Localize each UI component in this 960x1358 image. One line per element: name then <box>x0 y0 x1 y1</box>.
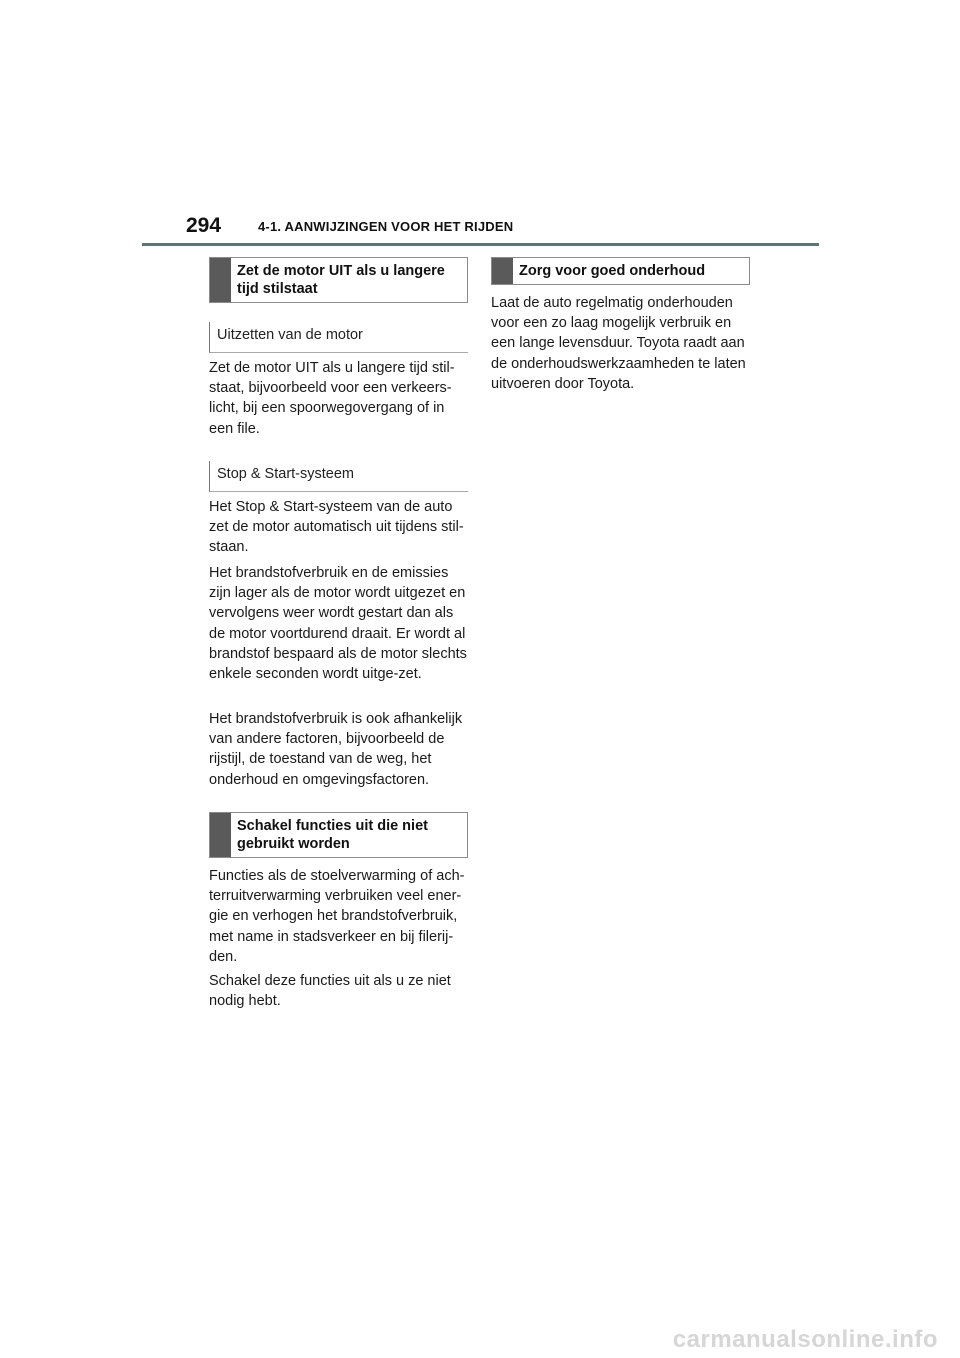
paragraph: Schakel deze functies uit als u ze niet nodig hebt. <box>209 973 451 1010</box>
heading-motor-uit <box>209 257 468 303</box>
paragraph: Functies als de stoelverwarming of ach-terruitverwarming verbruiken veel ener-gie en verhogen het brandstofverbruik, met name in stadsverkeer en bij filerij-den. <box>209 868 465 965</box>
heading-text: Zet de motor UIT als u langere tijd stilstaat <box>237 263 445 297</box>
subheading-uitzetten: Uitzetten van de motor <box>209 322 468 353</box>
paragraph: Het Stop & Start-systeem van de auto zet de motor automatisch uit tijdens stil-staan. <box>209 499 464 556</box>
heading-bar <box>210 813 231 857</box>
subheading-stop-start: Stop & Start-systeem <box>209 461 468 492</box>
section-title: 4-1. AANWIJZINGEN VOOR HET RIJDEN <box>258 219 514 234</box>
paragraph: Het brandstofverbruik is ook afhankelijk van andere factoren, bijvoorbeeld de rijstijl, de toestand van de weg, het onderhoud en omgevingsfactoren. <box>209 711 463 788</box>
heading-schakel-functies <box>209 812 468 858</box>
heading-text: Schakel functies uit die niet gebruikt worden <box>237 818 428 852</box>
watermark: carmanualsonline.info <box>672 1326 938 1353</box>
heading-text: Zorg voor goed onderhoud <box>519 263 706 279</box>
heading-bar <box>492 258 513 284</box>
paragraph: Het brandstofverbruik en de emissies zijn lager als de motor wordt uitgezet en vervolgens weer wordt gestart dan als de motor voortdurend draait. Er wordt al brandstof bespaard als de motor slechts enkele seconden wordt uitge-zet. <box>209 565 467 683</box>
header-rule <box>142 243 819 246</box>
heading-onderhoud <box>491 257 750 285</box>
paragraph: Zet de motor UIT als u langere tijd stil-staat, bijvoorbeeld voor een verkeers-licht, bij een spoorwegovergang of in een file. <box>209 360 455 437</box>
paragraph: Laat de auto regelmatig onderhouden voor een zo laag mogelijk verbruik en een lange levensduur. Toyota raadt aan de onderhoudswerkzaamheden te laten uitvoeren door Toyota. <box>491 295 746 392</box>
page-number: 294 <box>186 214 222 237</box>
heading-bar <box>210 258 231 302</box>
